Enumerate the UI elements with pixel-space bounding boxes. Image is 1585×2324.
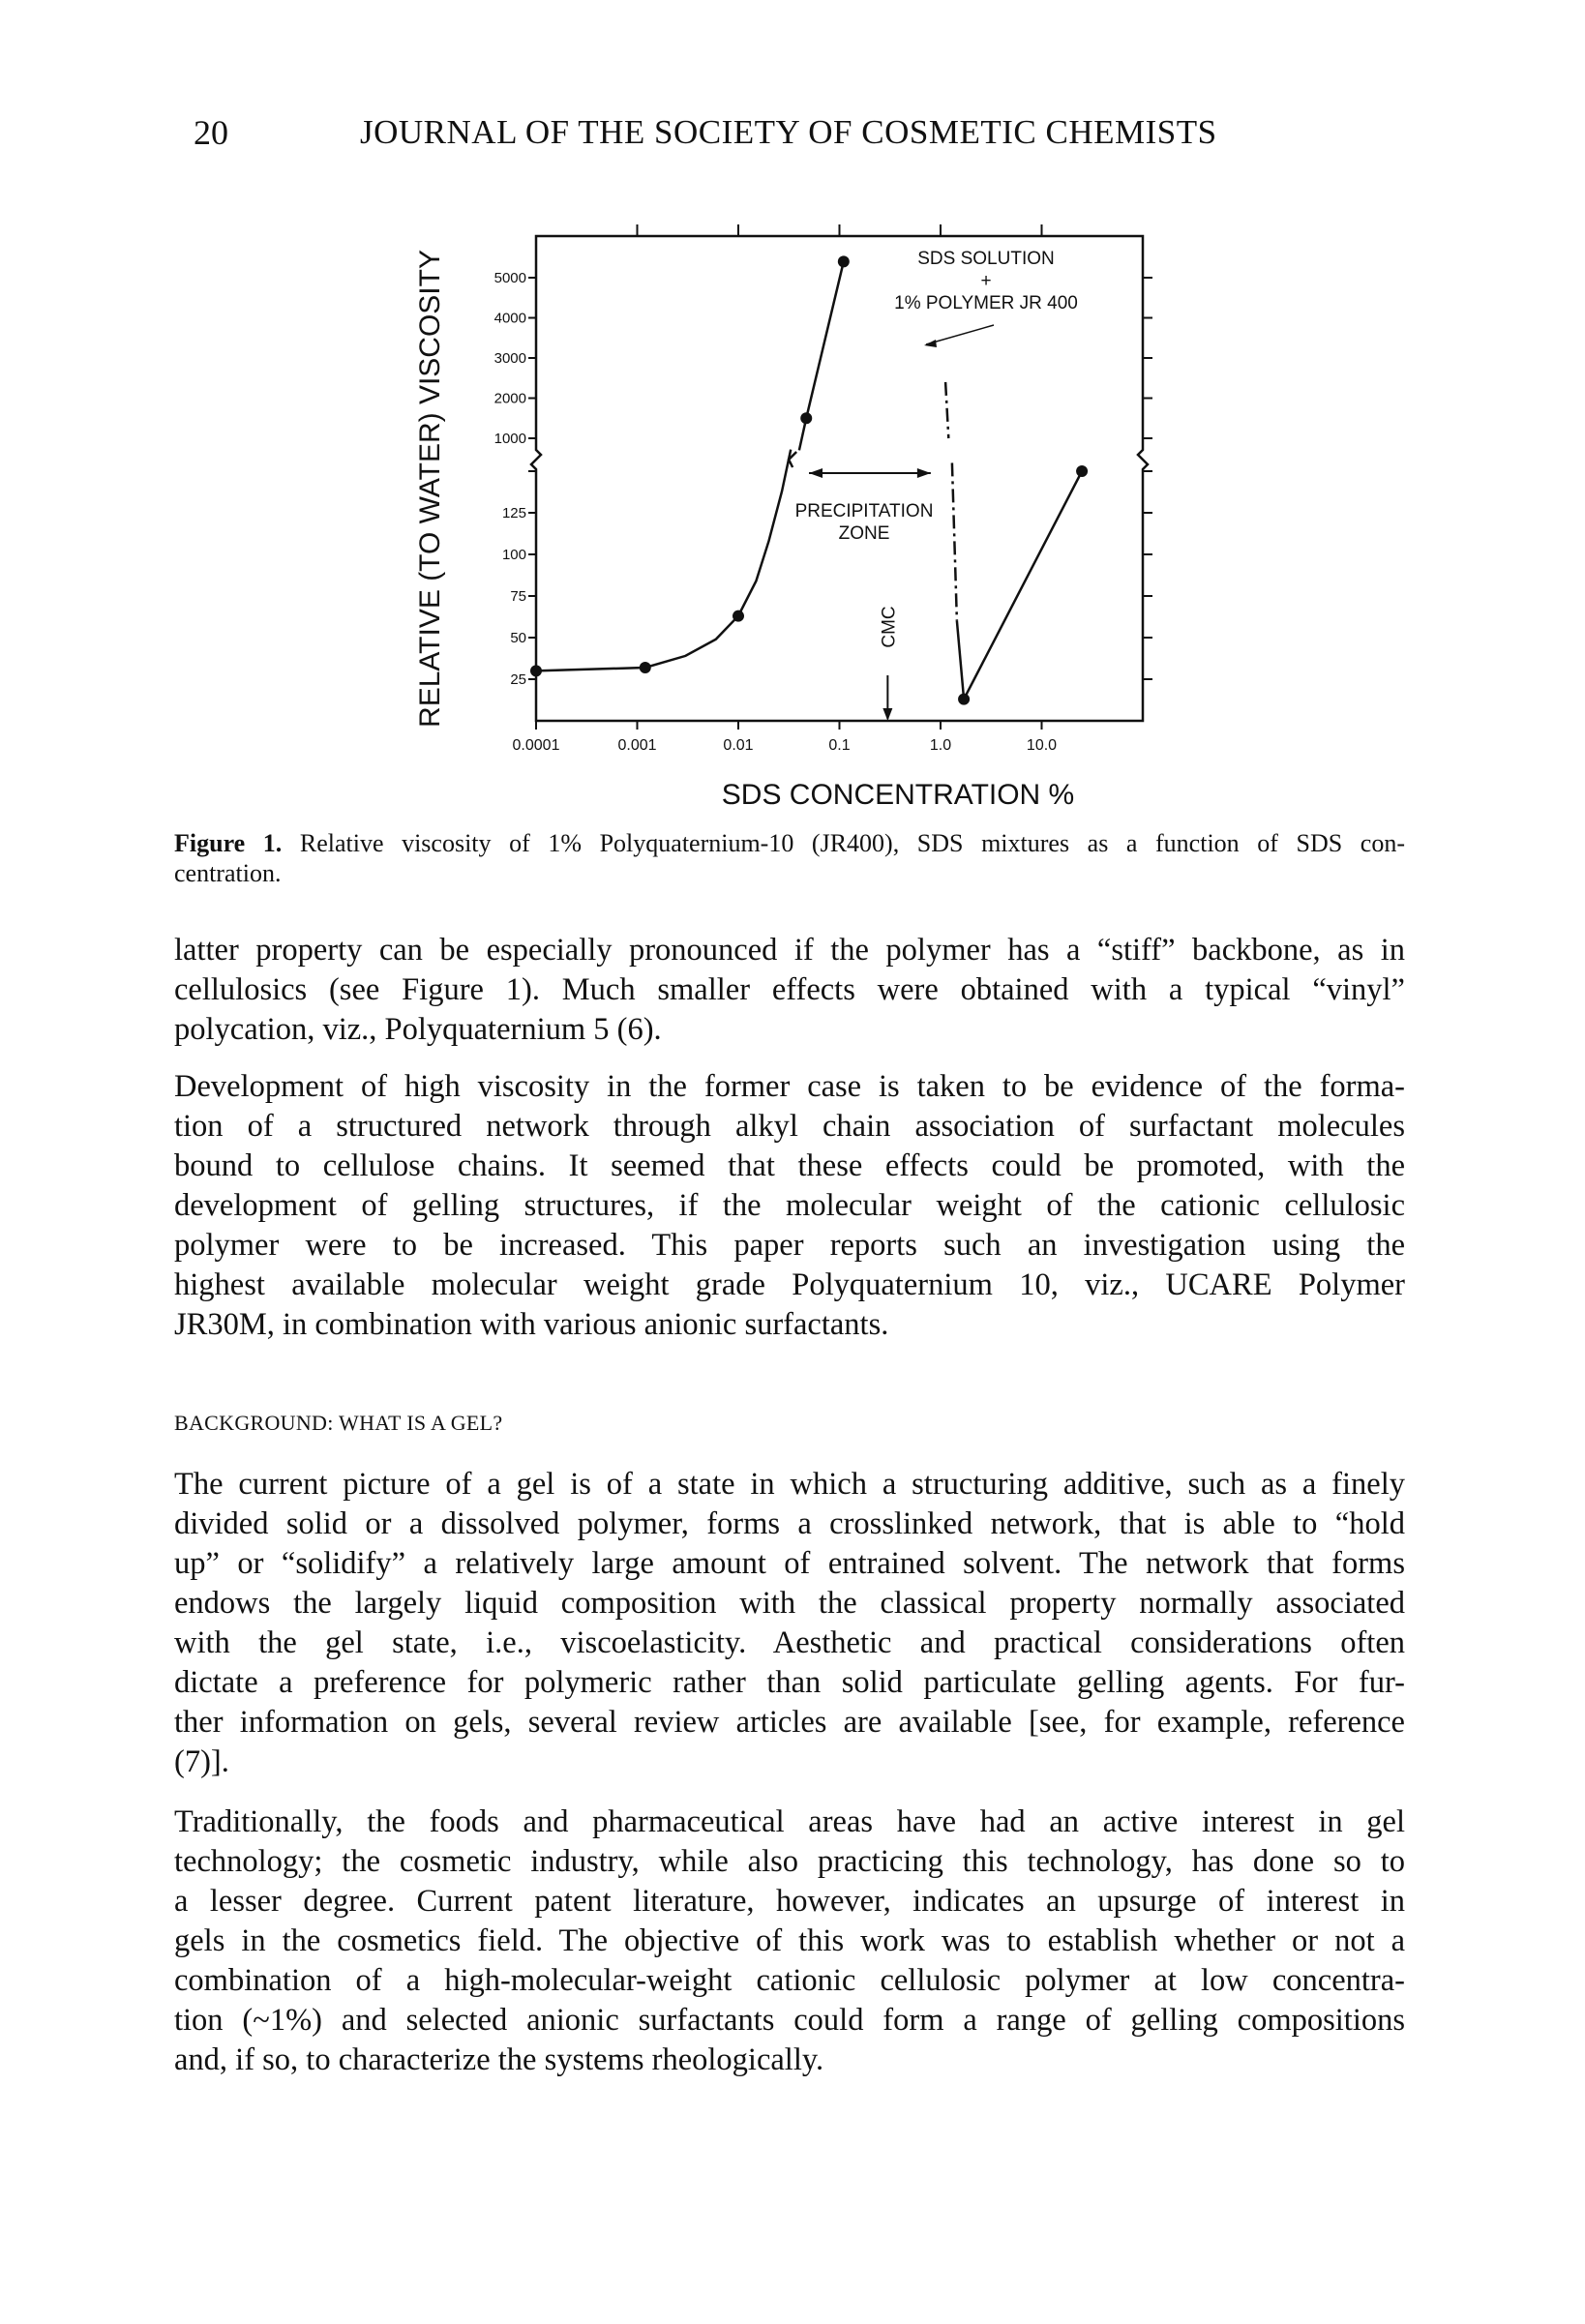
y-tick-label: 25 [510,671,526,688]
text-line: Development of high viscosity in the former case is taken to be evidence of the forma- [174,1069,1405,1104]
series-label: 1% POLYMER JR 400 [894,293,1078,313]
caption-label: Figure 1. [174,829,283,857]
text-line: polymer were to be increased. This paper reports such an investigation using the [174,1228,1405,1263]
caption-line: centration. [174,859,282,887]
text-flow [174,828,1405,2080]
text-line: divided solid or a dissolved polymer, forms a crosslinked network, that is able to “hold [174,1506,1405,1541]
x-tick-label: 0.0001 [512,737,560,754]
series-line [957,471,1082,700]
arrowhead-icon [924,340,937,347]
figure-caption [174,828,1405,888]
y-tick-label: 3000 [493,350,526,367]
text-line: cellulosics (see Figure 1). Much smaller effects were obtained with a typical “vinyl” [174,972,1405,1007]
y-tick-label: 2000 [493,390,526,407]
x-axis-title: SDS CONCENTRATION % [721,779,1075,811]
running-head: JOURNAL OF THE SOCIETY OF COSMETIC CHEMISTS [360,113,1217,151]
text-line: technology; the cosmetic industry, while also practicing this technology, has done so to [174,1844,1405,1879]
data-point [838,255,850,267]
series-label: + [980,271,992,291]
data-point [530,665,542,676]
data-point [958,694,970,705]
caption-text: Relative viscosity of 1% Polyquaternium-10 (JR400), SDS mixtures as a function of SDS con- [282,829,1405,857]
zone-label: ZONE [838,523,890,544]
x-tick-label: 0.1 [828,737,851,754]
y-tick-label: 125 [501,505,526,521]
text-line: polycation, viz., Polyquaternium 5 (6). [174,1012,662,1047]
page-number: 20 [194,113,228,152]
text-line: (7)]. [174,1744,229,1779]
text-line: dictate a preference for polymeric rather than solid particulate gelling agents. For fur- [174,1665,1405,1700]
series-dashed-line [945,382,957,621]
y-tick-label: 4000 [493,310,526,327]
text-line: bound to cellulose chains. It seemed that these effects could be promoted, with the [174,1148,1405,1183]
paragraph-3 [174,1465,1405,1782]
arrowhead-icon [882,708,892,721]
text-line: ther information on gels, several review articles are available [see, for example, reference [174,1705,1405,1740]
x-tick-label: 1.0 [929,737,952,754]
paragraph-2 [174,1067,1405,1345]
y-tick-label: 1000 [493,431,526,447]
zone-label: PRECIPITATION [794,501,934,521]
y-tick-label: 5000 [493,270,526,286]
data-point [1076,465,1088,477]
y-tick-label: 50 [510,630,526,646]
text-line: combination of a high-molecular-weight cationic cellulosic polymer at low concentra- [174,1963,1405,1998]
section-heading: BACKGROUND: WHAT IS A GEL? [174,1411,503,1435]
cmc-label: CMC [879,606,900,648]
text-line: latter property can be especially pronounced if the polymer has a “stiff” backbone, as in [174,933,1405,968]
x-tick-label: 0.01 [723,737,754,754]
series-label: SDS SOLUTION [917,249,1055,269]
text-line: The current picture of a gel is of a state in which a structuring additive, such as a finely [174,1467,1405,1502]
text-line: tion (~1%) and selected anionic surfactants could form a range of gelling compositions [174,2003,1405,2038]
y-tick-label: 100 [501,547,526,563]
text-line: Traditionally, the foods and pharmaceutical areas have had an active interest in gel [174,1804,1405,1839]
text-line: JR30M, in combination with various anionic surfactants. [174,1307,889,1342]
text-line: endows the largely liquid composition with the classical property normally associated [174,1586,1405,1621]
text-line: up” or “solidify” a relatively large amount of entrained solvent. The network that forms [174,1546,1405,1581]
text-line: development of gelling structures, if the molecular weight of the cationic cellulosic [174,1188,1405,1223]
data-point [800,412,812,424]
text-line: tion of a structured network through alkyl chain association of surfactant molecules [174,1109,1405,1144]
y-axis-title: RELATIVE (TO WATER) VISCOSITY [414,250,446,728]
data-point [733,611,744,622]
data-point [640,662,651,673]
y-tick-label: 75 [510,588,526,605]
paragraph-1 [174,931,1405,1050]
figure-1-chart [0,0,1585,822]
x-tick-label: 10.0 [1026,737,1058,754]
caption-line [174,828,1405,858]
series-pointer-arrow [926,325,994,344]
text-line: a lesser degree. Current patent literature, however, indicates an upsurge of interest in [174,1884,1405,1919]
text-line: highest available molecular weight grade Polyquaternium 10, viz., UCARE Polymer [174,1267,1405,1302]
series-line [536,261,844,670]
text-line: gels in the cosmetics field. The objective of this work was to establish whether or not a [174,1923,1405,1958]
paragraph-4 [174,1803,1405,2080]
x-tick-label: 0.001 [617,737,657,754]
text-line: with the gel state, i.e., viscoelasticity. Aesthetic and practical considerations often [174,1625,1405,1660]
text-line: and, if so, to characterize the systems rheologically. [174,2042,824,2077]
